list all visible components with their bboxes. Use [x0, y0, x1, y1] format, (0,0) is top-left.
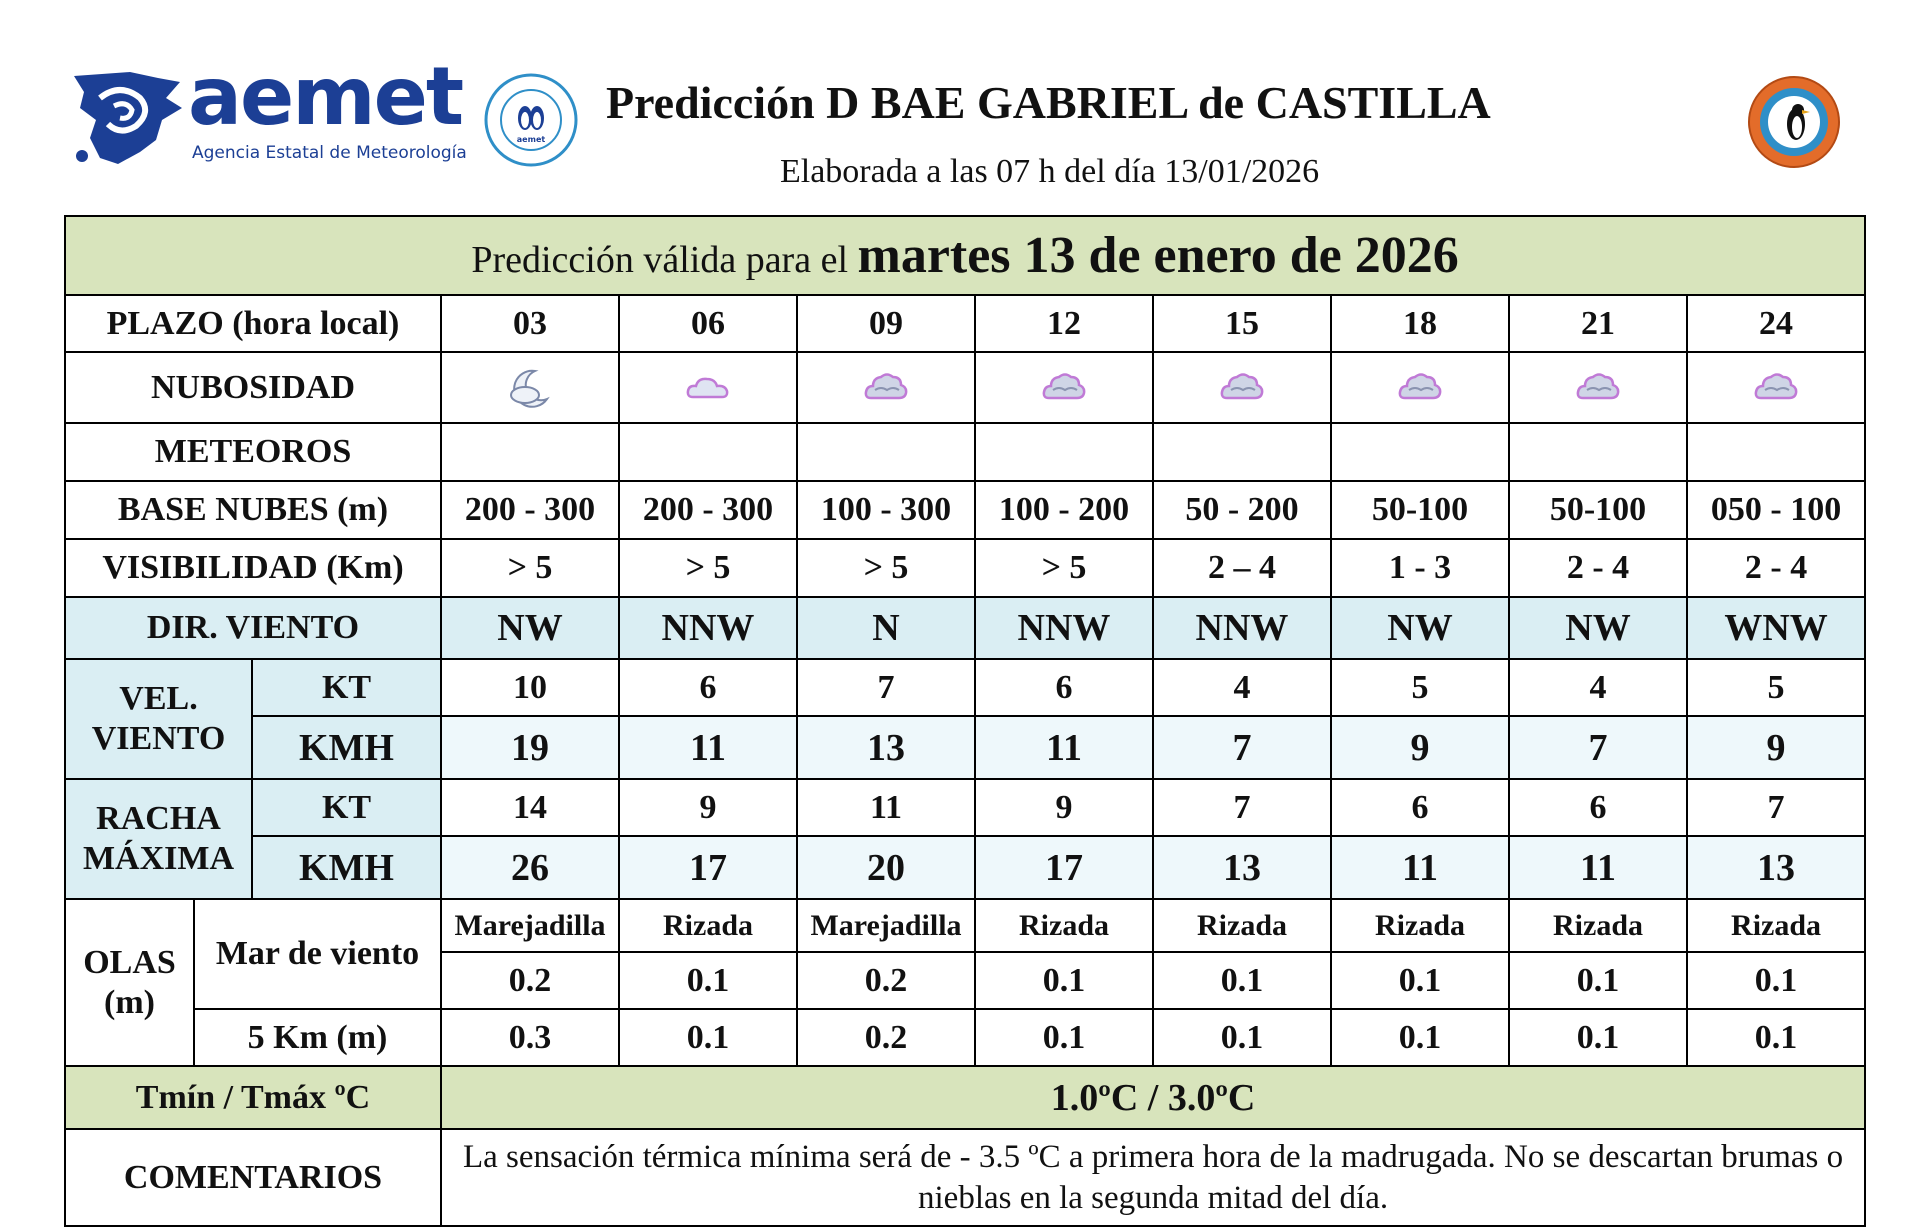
- overcast-cloud-icon: [1039, 368, 1089, 408]
- visibilidad-cell: > 5: [619, 539, 797, 597]
- dir-viento-cell: NW: [1331, 597, 1509, 659]
- vel-kt-cell: 6: [619, 659, 797, 716]
- base-nubes-cell: 050 - 100: [1687, 481, 1865, 539]
- cloud-cell: [1331, 352, 1509, 423]
- racha-kmh-cell: 20: [797, 836, 975, 899]
- hour-cell: 21: [1509, 295, 1687, 352]
- meteoros-cell: [1153, 423, 1331, 481]
- visibilidad-cell: > 5: [441, 539, 619, 597]
- racha-kt-cell: 9: [975, 779, 1153, 836]
- temperatura-label: Tmín / Tmáx ºC: [65, 1066, 441, 1129]
- base-nubes-cell: 200 - 300: [619, 481, 797, 539]
- olas-label: OLAS (m): [65, 899, 194, 1066]
- base-nubes-row: [65, 481, 1865, 539]
- racha-kt-row: [65, 779, 1865, 836]
- racha-kmh-cell: 11: [1509, 836, 1687, 899]
- visibilidad-cell: 2 – 4: [1153, 539, 1331, 597]
- cloud-icon: [683, 371, 733, 405]
- racha-kt-cell: 6: [1509, 779, 1687, 836]
- overcast-cloud-icon: [1395, 368, 1445, 408]
- dir-viento-cell: NW: [441, 597, 619, 659]
- base-nubes-cell: 50-100: [1331, 481, 1509, 539]
- meteoros-cell: [797, 423, 975, 481]
- overcast-cloud-icon: [1573, 368, 1623, 408]
- racha-kt-cell: 7: [1687, 779, 1865, 836]
- racha-kmh-cell: 17: [619, 836, 797, 899]
- olas-5km-cell: 0.1: [1509, 1009, 1687, 1066]
- base-nubes-cell: 200 - 300: [441, 481, 619, 539]
- nubosidad-row: [65, 352, 1865, 423]
- unit-kmh-label: KMH: [252, 836, 441, 899]
- meteoros-cell: [441, 423, 619, 481]
- validity-date: martes 13 de enero de 2026: [857, 227, 1459, 284]
- visibilidad-cell: 2 - 4: [1509, 539, 1687, 597]
- meteoros-cell: [975, 423, 1153, 481]
- racha-kmh-cell: 13: [1687, 836, 1865, 899]
- penguin-seal-icon: [483, 72, 579, 168]
- visibilidad-cell: > 5: [975, 539, 1153, 597]
- mar-viento-label: Mar de viento: [194, 899, 441, 1009]
- antarctic-campaign-seal: [483, 72, 579, 168]
- vel-kt-cell: 4: [1153, 659, 1331, 716]
- racha-kt-cell: 9: [619, 779, 797, 836]
- olas-5km-cell: 0.1: [975, 1009, 1153, 1066]
- unit-kt-label: KT: [252, 659, 441, 716]
- visibilidad-cell: 1 - 3: [1331, 539, 1509, 597]
- mar-estado-cell: Marejadilla: [797, 899, 975, 952]
- hour-cell: 18: [1331, 295, 1509, 352]
- visibilidad-cell: 2 - 4: [1687, 539, 1865, 597]
- olas-5km-cell: 0.3: [441, 1009, 619, 1066]
- dir-viento-cell: N: [797, 597, 975, 659]
- base-emblem-icon: [1746, 74, 1842, 170]
- page-title: Predicción D BAE GABRIEL de CASTILLA: [606, 77, 1491, 128]
- vel-kt-cell: 7: [797, 659, 975, 716]
- meteoros-row: [65, 423, 1865, 481]
- validity-prefix: Predicción válida para el: [471, 239, 849, 281]
- meteoros-cell: [1509, 423, 1687, 481]
- racha-kmh-cell: 13: [1153, 836, 1331, 899]
- aemet-subtitle: Agencia Estatal de Meteorología: [192, 143, 467, 163]
- unit-kt-label: KT: [252, 779, 441, 836]
- olas-5km-cell: 0.1: [1153, 1009, 1331, 1066]
- hour-cell: 12: [975, 295, 1153, 352]
- plazo-label: PLAZO (hora local): [65, 295, 441, 352]
- mar-altura-cell: 0.1: [1509, 952, 1687, 1009]
- visibilidad-label: VISIBILIDAD (Km): [65, 539, 441, 597]
- visibilidad-row: [65, 539, 1865, 597]
- vel-kt-row: [65, 659, 1865, 716]
- base-nubes-cell: 100 - 200: [975, 481, 1153, 539]
- hour-cell: 24: [1687, 295, 1865, 352]
- base-nubes-cell: 100 - 300: [797, 481, 975, 539]
- olas-5km-row: [65, 1009, 1865, 1066]
- dir-viento-cell: NNW: [619, 597, 797, 659]
- visibilidad-cell: > 5: [797, 539, 975, 597]
- forecast-table: [64, 215, 1866, 1227]
- hour-cell: 03: [441, 295, 619, 352]
- hour-cell: 15: [1153, 295, 1331, 352]
- aemet-logo: [70, 50, 468, 168]
- racha-kmh-cell: 11: [1331, 836, 1509, 899]
- cloud-cell: [1687, 352, 1865, 423]
- vel-kmh-cell: 11: [619, 716, 797, 779]
- temperatura-value: 1.0ºC / 3.0ºC: [441, 1066, 1865, 1129]
- cinco-km-label: 5 Km (m): [194, 1009, 441, 1066]
- mar-altura-cell: 0.1: [975, 952, 1153, 1009]
- nubosidad-label: NUBOSIDAD: [65, 352, 441, 423]
- vel-kt-cell: 5: [1687, 659, 1865, 716]
- vel-viento-label: VEL. VIENTO: [65, 659, 252, 779]
- vel-kmh-row: [65, 716, 1865, 779]
- mar-altura-cell: 0.2: [441, 952, 619, 1009]
- mar-estado-row: [65, 899, 1865, 952]
- dir-viento-cell: NNW: [975, 597, 1153, 659]
- vel-kmh-cell: 19: [441, 716, 619, 779]
- mar-estado-cell: Rizada: [975, 899, 1153, 952]
- racha-kmh-row: [65, 836, 1865, 899]
- vel-kmh-cell: 11: [975, 716, 1153, 779]
- mar-estado-cell: Rizada: [1331, 899, 1509, 952]
- meteoros-cell: [1331, 423, 1509, 481]
- racha-kt-cell: 6: [1331, 779, 1509, 836]
- olas-5km-cell: 0.1: [1331, 1009, 1509, 1066]
- temperatura-row: [65, 1066, 1865, 1129]
- comentarios-row: [65, 1129, 1865, 1226]
- mar-altura-cell: 0.2: [797, 952, 975, 1009]
- overcast-cloud-icon: [861, 368, 911, 408]
- vel-kt-cell: 6: [975, 659, 1153, 716]
- aemet-wordmark: aemet: [188, 50, 463, 143]
- mar-estado-cell: Marejadilla: [441, 899, 619, 952]
- cloud-cell: [1153, 352, 1331, 423]
- validity-cell: [65, 216, 1865, 295]
- dir-viento-cell: NW: [1509, 597, 1687, 659]
- dir-viento-cell: WNW: [1687, 597, 1865, 659]
- meteoros-cell: [1687, 423, 1865, 481]
- overcast-cloud-icon: [1751, 368, 1801, 408]
- racha-kt-cell: 14: [441, 779, 619, 836]
- olas-5km-cell: 0.1: [619, 1009, 797, 1066]
- mar-estado-cell: Rizada: [1153, 899, 1331, 952]
- vel-kmh-cell: 7: [1153, 716, 1331, 779]
- vel-kt-cell: 10: [441, 659, 619, 716]
- moon-cloud-icon: [505, 365, 555, 411]
- meteoros-label: METEOROS: [65, 423, 441, 481]
- dir-viento-cell: NNW: [1153, 597, 1331, 659]
- dir-viento-label: DIR. VIENTO: [65, 597, 441, 659]
- page-subtitle: Elaborada a las 07 h del día 13/01/2026: [780, 153, 1320, 190]
- mar-estado-cell: Rizada: [1687, 899, 1865, 952]
- overcast-cloud-icon: [1217, 368, 1267, 408]
- cloud-cell: [1509, 352, 1687, 423]
- base-nubes-label: BASE NUBES (m): [65, 481, 441, 539]
- mar-estado-cell: Rizada: [1509, 899, 1687, 952]
- racha-kt-cell: 7: [1153, 779, 1331, 836]
- meteoros-cell: [619, 423, 797, 481]
- racha-maxima-label: RACHA MÁXIMA: [65, 779, 252, 899]
- comentarios-label: COMENTARIOS: [65, 1129, 441, 1226]
- hour-cell: 06: [619, 295, 797, 352]
- olas-5km-cell: 0.2: [797, 1009, 975, 1066]
- racha-kt-cell: 11: [797, 779, 975, 836]
- cloud-cell: [975, 352, 1153, 423]
- dir-viento-row: [65, 597, 1865, 659]
- vel-kt-cell: 5: [1331, 659, 1509, 716]
- base-nubes-cell: 50 - 200: [1153, 481, 1331, 539]
- mar-estado-cell: Rizada: [619, 899, 797, 952]
- aemet-map-icon: [70, 68, 190, 168]
- vel-kmh-cell: 9: [1687, 716, 1865, 779]
- mar-altura-cell: 0.1: [1687, 952, 1865, 1009]
- unit-kmh-label: KMH: [252, 716, 441, 779]
- svg-text:aemet: aemet: [516, 135, 546, 144]
- base-nubes-cell: 50-100: [1509, 481, 1687, 539]
- vel-kmh-cell: 13: [797, 716, 975, 779]
- comentario-text: La sensación térmica mínima será de - 3.5 ºC a primera hora de la madrugada. No se descartan brumas o nieblas en la segunda mitad del día.: [441, 1129, 1865, 1226]
- racha-kmh-cell: 26: [441, 836, 619, 899]
- olas-5km-cell: 0.1: [1687, 1009, 1865, 1066]
- page-header: [0, 0, 1918, 215]
- vel-kt-cell: 4: [1509, 659, 1687, 716]
- vel-kmh-cell: 7: [1509, 716, 1687, 779]
- cloud-cell: [619, 352, 797, 423]
- mar-altura-cell: 0.1: [619, 952, 797, 1009]
- plazo-row: [65, 295, 1865, 352]
- racha-kmh-cell: 17: [975, 836, 1153, 899]
- cloud-cell: [441, 352, 619, 423]
- mar-altura-cell: 0.1: [1331, 952, 1509, 1009]
- base-gabriel-castilla-seal: [1746, 74, 1842, 170]
- validity-row: [65, 216, 1865, 295]
- vel-kmh-cell: 9: [1331, 716, 1509, 779]
- mar-altura-cell: 0.1: [1153, 952, 1331, 1009]
- hour-cell: 09: [797, 295, 975, 352]
- cloud-cell: [797, 352, 975, 423]
